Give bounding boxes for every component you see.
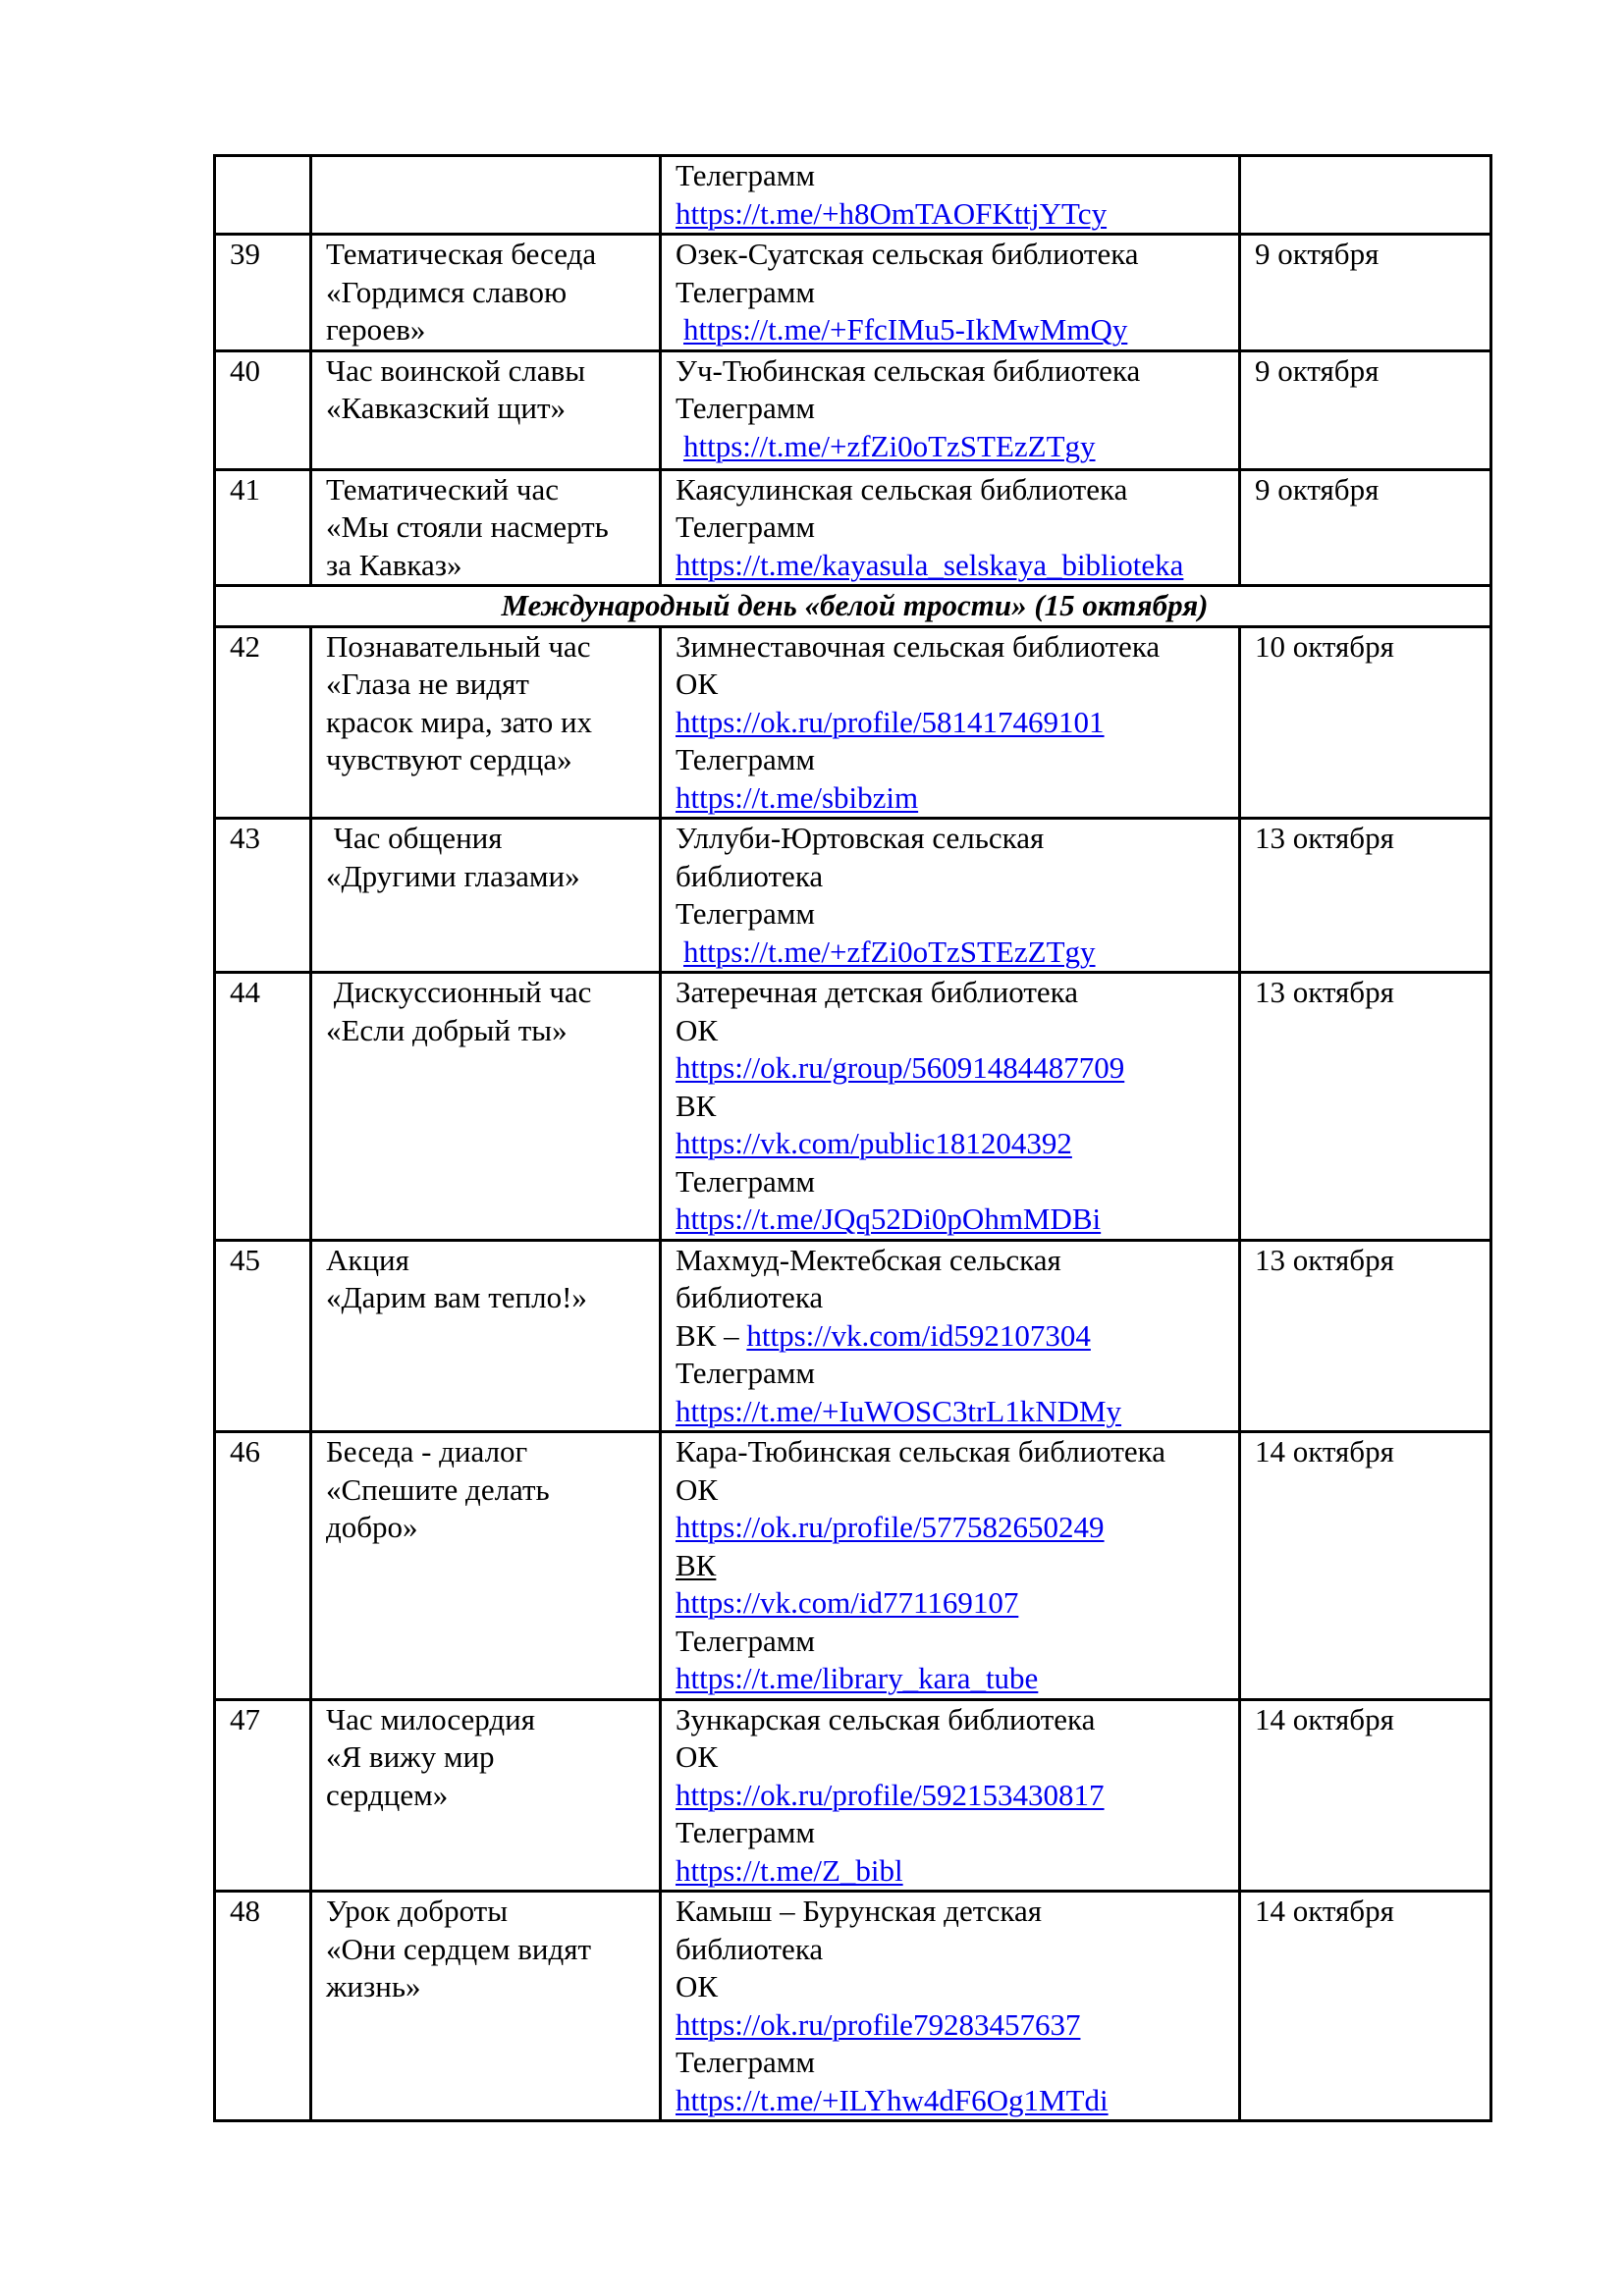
- place-link-line: [676, 934, 1228, 972]
- social-link[interactable]: https://t.me/+IuWOSC3trL1kNDMy: [676, 1393, 1122, 1428]
- place-text: [676, 1317, 1228, 1356]
- cell-event: [311, 156, 661, 235]
- social-link[interactable]: https://t.me/+FfcIMu5-IkMwMmQy: [683, 312, 1128, 347]
- event-title-line: «Мы стояли насмерть: [326, 509, 609, 544]
- place-text: [676, 1279, 1228, 1317]
- place-text: [676, 1163, 1228, 1201]
- cell-place: [661, 469, 1240, 586]
- social-link[interactable]: https://t.me/+ILYhw4dF6Og1MTdi: [676, 2082, 1109, 2117]
- place-text: [676, 1738, 1228, 1777]
- cell-date: 14 октября: [1240, 1892, 1491, 2121]
- place-text-value: ОК: [676, 1471, 719, 1507]
- place-link-line: [676, 1201, 1228, 1239]
- table-row: [215, 1240, 1491, 1432]
- section-header-row: [215, 586, 1491, 627]
- place-text-value: Зимнеставочная сельская библиотека: [676, 628, 1161, 664]
- events-table: [213, 154, 1492, 2122]
- place-link-line: [676, 1852, 1228, 1891]
- cell-date: [1240, 156, 1491, 235]
- place-text: [676, 1355, 1228, 1393]
- place-link-line: [676, 1777, 1228, 1815]
- event-title-line: «Я вижу мир: [326, 1739, 495, 1774]
- cell-event: [311, 626, 661, 819]
- cell-event: [311, 819, 661, 973]
- event-title-line: Час общения: [326, 821, 503, 855]
- place-text-value: ОК: [676, 667, 719, 701]
- social-link[interactable]: https://t.me/+zfZi0oTzSTEzZTgy: [683, 934, 1096, 969]
- table-row: [215, 1892, 1491, 2121]
- social-link[interactable]: https://t.me/library_kara_tube: [676, 1661, 1039, 1695]
- social-link[interactable]: https://t.me/+h8OmTAOFKttjYTcy: [676, 195, 1108, 231]
- cell-date: 14 октября: [1240, 1432, 1491, 1700]
- place-text-value: Телеграмм: [676, 1623, 815, 1658]
- table-row: [215, 235, 1491, 351]
- place-text: [676, 157, 1228, 195]
- event-title-line: Тематическая беседа: [326, 237, 597, 271]
- place-text: [676, 1623, 1228, 1661]
- event-title-line: «Другими глазами»: [326, 858, 580, 893]
- place-link-line: [676, 1049, 1228, 1088]
- place-text: [676, 2044, 1228, 2082]
- cell-date: 13 октября: [1240, 1240, 1491, 1432]
- place-text-value: ОК: [676, 1739, 719, 1774]
- cell-event: [311, 1432, 661, 1700]
- place-text-value: Озек-Суатская сельская библиотека: [676, 237, 1139, 271]
- cell-place: [661, 235, 1240, 351]
- event-title-line: чувствуют сердца»: [326, 742, 572, 776]
- event-title-line: жизнь»: [326, 1969, 421, 2003]
- social-link[interactable]: https://t.me/kayasula_selskaya_biblioteka: [676, 547, 1184, 582]
- event-title-line: сердцем»: [326, 1777, 449, 1812]
- social-link[interactable]: https://ok.ru/group/56091484487709: [676, 1050, 1125, 1085]
- place-text-value: Телеграмм: [676, 896, 815, 931]
- place-link-line: [676, 2006, 1228, 2045]
- place-link-line: [676, 704, 1228, 742]
- place-text: [676, 1814, 1228, 1852]
- event-title-line: за Кавказ»: [326, 547, 462, 582]
- cell-num: 44: [215, 973, 311, 1241]
- place-text-value: Телеграмм: [676, 509, 815, 544]
- social-link[interactable]: https://ok.ru/profile/581417469101: [676, 704, 1105, 739]
- place-text-value: Зункарская сельская библиотека: [676, 1701, 1096, 1736]
- cell-num: 40: [215, 350, 311, 469]
- cell-date: 14 октября: [1240, 1699, 1491, 1892]
- place-text-value: ВК: [676, 1547, 717, 1582]
- place-link-line: [676, 195, 1228, 234]
- table-row: [215, 973, 1491, 1241]
- place-text: [676, 820, 1228, 858]
- event-title-line: «Они сердцем видят: [326, 1931, 592, 1966]
- place-text: [676, 274, 1228, 312]
- event-title-line: Час воинской славы: [326, 352, 586, 388]
- place-text-value: Уч-Тюбинская сельская библиотека: [676, 352, 1141, 388]
- cell-place: [661, 626, 1240, 819]
- cell-num: [215, 156, 311, 235]
- place-text-value: Телеграмм: [676, 391, 815, 425]
- cell-num: 47: [215, 1699, 311, 1892]
- social-link[interactable]: https://t.me/JQq52Di0pOhmMDBi: [676, 1201, 1102, 1236]
- cell-date: 10 октября: [1240, 626, 1491, 819]
- place-text: [676, 1242, 1228, 1280]
- place-text: [676, 1012, 1228, 1050]
- place-text: [676, 1968, 1228, 2006]
- event-title-line: Беседа - диалог: [326, 1434, 528, 1468]
- cell-event: [311, 235, 661, 351]
- cell-date: 9 октября: [1240, 350, 1491, 469]
- place-text: [676, 508, 1228, 547]
- place-link-line: [676, 1584, 1228, 1623]
- cell-num: 41: [215, 469, 311, 586]
- cell-place: [661, 156, 1240, 235]
- place-text: [676, 352, 1228, 391]
- place-link-line: [676, 547, 1228, 585]
- table-row: [215, 469, 1491, 586]
- place-text-value: Телеграмм: [676, 742, 815, 776]
- social-link[interactable]: https://ok.ru/profile79283457637: [676, 2006, 1081, 2042]
- place-text: [676, 1433, 1228, 1471]
- cell-event: [311, 1892, 661, 2121]
- cell-place: [661, 1240, 1240, 1432]
- place-text-value: Телеграмм: [676, 1815, 815, 1849]
- cell-num: 48: [215, 1892, 311, 2121]
- place-text: [676, 236, 1228, 274]
- place-text-value: Махмуд-Мектебская сельская: [676, 1242, 1061, 1277]
- place-link-line: [676, 1509, 1228, 1547]
- cell-event: [311, 1240, 661, 1432]
- cell-place: [661, 1699, 1240, 1892]
- table-row: [215, 1432, 1491, 1700]
- cell-num: 39: [215, 235, 311, 351]
- place-text-value: ВК: [676, 1088, 717, 1123]
- place-text: [676, 390, 1228, 428]
- social-link[interactable]: https://t.me/+zfZi0oTzSTEzZTgy: [683, 428, 1096, 463]
- cell-num: 43: [215, 819, 311, 973]
- event-title-line: Познавательный час: [326, 628, 591, 664]
- event-title-line: Дискуссионный час: [326, 975, 592, 1009]
- cell-date: 9 октября: [1240, 235, 1491, 351]
- event-title-line: добро»: [326, 1510, 418, 1544]
- cell-place: [661, 1432, 1240, 1700]
- place-text-value: Камыш – Бурунская детская: [676, 1894, 1042, 1928]
- cell-event: [311, 469, 661, 586]
- table-row: [215, 819, 1491, 973]
- place-text-value: ОК: [676, 1969, 719, 2003]
- event-title-line: Тематический час: [326, 471, 559, 507]
- table-row: [215, 350, 1491, 469]
- place-text: [676, 895, 1228, 934]
- social-link[interactable]: https://vk.com/id592107304: [746, 1317, 1091, 1353]
- cell-place: [661, 819, 1240, 973]
- place-text-value: Телеграмм: [676, 1356, 815, 1390]
- event-title-line: «Спешите делать: [326, 1471, 550, 1507]
- cell-num: 42: [215, 626, 311, 819]
- cell-date: 13 октября: [1240, 973, 1491, 1241]
- event-title-line: Час милосердия: [326, 1701, 535, 1736]
- place-link-line: [676, 2082, 1228, 2120]
- place-text-value: библиотека: [676, 1280, 824, 1314]
- social-link[interactable]: https://ok.ru/profile/577582650249: [676, 1510, 1105, 1544]
- place-text-value: библиотека: [676, 1931, 824, 1966]
- cell-event: [311, 973, 661, 1241]
- social-link[interactable]: https://t.me/Z_bibl: [676, 1852, 903, 1888]
- event-title-line: Урок доброты: [326, 1894, 509, 1928]
- place-link-line: [676, 1660, 1228, 1698]
- cell-date: 13 октября: [1240, 819, 1491, 973]
- event-title-line: «Кавказский щит»: [326, 391, 567, 425]
- place-link-line: [676, 779, 1228, 818]
- cell-event: [311, 1699, 661, 1892]
- cell-place: [661, 350, 1240, 469]
- place-text: [676, 1931, 1228, 1969]
- table-row: [215, 626, 1491, 819]
- place-text-value: Кара-Тюбинская сельская библиотека: [676, 1434, 1166, 1468]
- cell-num: 45: [215, 1240, 311, 1432]
- event-title-line: «Гордимся славою: [326, 274, 568, 309]
- section-header: Международный день «белой трости» (15 октября): [215, 586, 1491, 627]
- social-link[interactable]: https://vk.com/public181204392: [676, 1126, 1072, 1160]
- place-text-value: Телеграмм: [676, 158, 815, 192]
- network-label: [676, 1547, 1228, 1585]
- place-link-line: [676, 428, 1228, 466]
- event-title-line: «Глаза не видят: [326, 667, 529, 701]
- place-text: [676, 628, 1228, 667]
- place-text: [676, 666, 1228, 704]
- place-text-value: Каясулинская сельская библиотека: [676, 471, 1128, 507]
- place-text: [676, 974, 1228, 1012]
- place-link-line: [676, 311, 1228, 349]
- events-table-body: [215, 156, 1491, 2121]
- event-title-line: Акция: [326, 1242, 409, 1277]
- place-link-line: [676, 1393, 1228, 1431]
- cell-place: [661, 973, 1240, 1241]
- place-text: [676, 1893, 1228, 1931]
- cell-date: 9 октября: [1240, 469, 1491, 586]
- place-text-value: Уллуби-Юртовская сельская: [676, 821, 1045, 855]
- social-link[interactable]: https://ok.ru/profile/592153430817: [676, 1777, 1105, 1812]
- social-link[interactable]: https://vk.com/id771169107: [676, 1585, 1019, 1620]
- place-link-line: [676, 1125, 1228, 1163]
- place-text-value: Затеречная детская библиотека: [676, 975, 1078, 1009]
- event-title-line: «Если добрый ты»: [326, 1012, 568, 1047]
- place-text-value: библиотека: [676, 858, 824, 893]
- cell-place: [661, 1892, 1240, 2121]
- place-text-value: ВК –: [676, 1317, 747, 1353]
- social-link[interactable]: https://t.me/sbibzim: [676, 779, 919, 815]
- event-title-line: красок мира, зато их: [326, 704, 593, 739]
- place-text-value: ОК: [676, 1012, 719, 1047]
- place-text-value: Телеграмм: [676, 1163, 815, 1199]
- place-text-value: Телеграмм: [676, 2045, 815, 2079]
- place-text-value: Телеграмм: [676, 274, 815, 309]
- place-text: [676, 741, 1228, 779]
- place-text: [676, 1471, 1228, 1510]
- place-text: [676, 471, 1228, 509]
- cell-num: 46: [215, 1432, 311, 1700]
- table-row: [215, 1699, 1491, 1892]
- place-text: [676, 1701, 1228, 1739]
- place-text: [676, 858, 1228, 896]
- event-title-line: «Дарим вам тепло!»: [326, 1280, 587, 1314]
- cell-event: [311, 350, 661, 469]
- place-text: [676, 1088, 1228, 1126]
- event-title-line: героев»: [326, 312, 426, 347]
- table-row-continuation: [215, 156, 1491, 235]
